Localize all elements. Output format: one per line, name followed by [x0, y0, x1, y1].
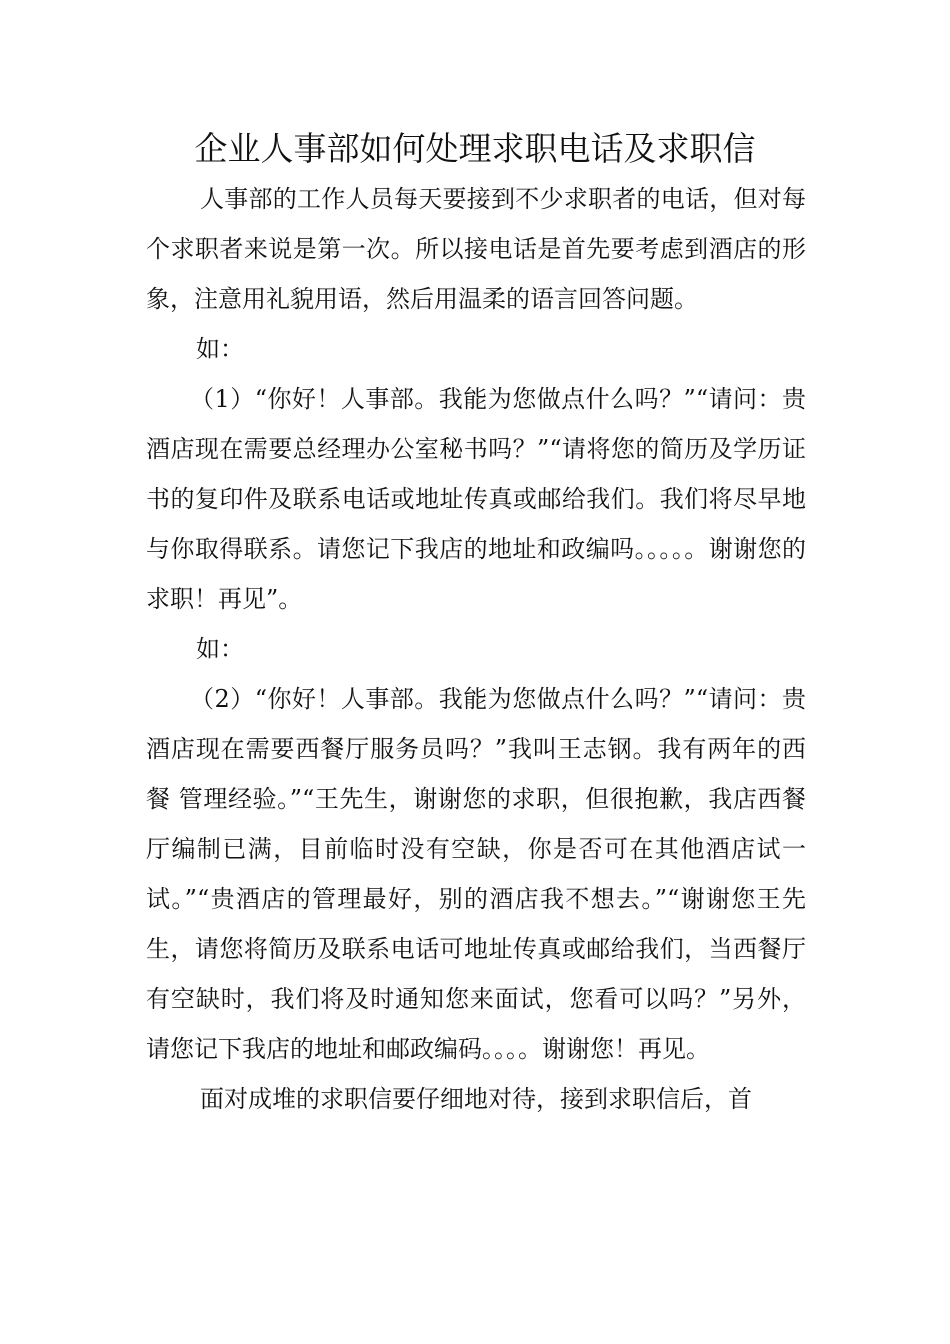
paragraph-intro: 人事部的工作人员每天要接到不少求职者的电话，但对每个求职者来说是第一次。所以接电话是首先要考虑到酒店的形象，注意用礼貌用语，然后用温柔的语言回答问题。 [146, 185, 806, 313]
paragraph-example-1: （1）“你好！人事部。我能为您做点什么吗？”“请问：贵酒店现在需要总经理办公室秘书吗？”“请将您的简历及学历证书的复印件及联系电话或地址传真或邮给我们。我们将尽早地与你取得联系。请您记下我店的地址和政编吗。。。。。谢谢您的求职！再见”。 [146, 385, 806, 613]
document-title: 企业人事部如何处理求职电话及求职信 [194, 129, 756, 168]
paragraph-example-2: （2）“你好！人事部。我能为您做点什么吗？”“请问：贵酒店现在需要西餐厅服务员吗？”我叫王志钢。我有两年的西餐 管理经验。”“王先生，谢谢您的求职，但很抱歉，我店西餐厅编制已满，目前临时没有空缺，你是否可在其他酒店试一试。”“贵酒店的管理最好，别的酒店我不想去。”“谢谢您王先生，请您将简历及联系电话可地址传真或邮给我们，当西餐厅有空缺时，我们将及时通知您来面试，您看可以吗？”另外，请您记下我店的地址和邮政编码。。。。谢谢您！再见。 [146, 685, 806, 1063]
paragraph-letters: 面对成堆的求职信要仔细地对待，接到求职信后，首 [200, 1085, 752, 1113]
paragraph-example-label-2: 如： [196, 635, 244, 663]
paragraph-example-label-1: 如： [196, 335, 244, 363]
document-body [146, 174, 806, 1124]
